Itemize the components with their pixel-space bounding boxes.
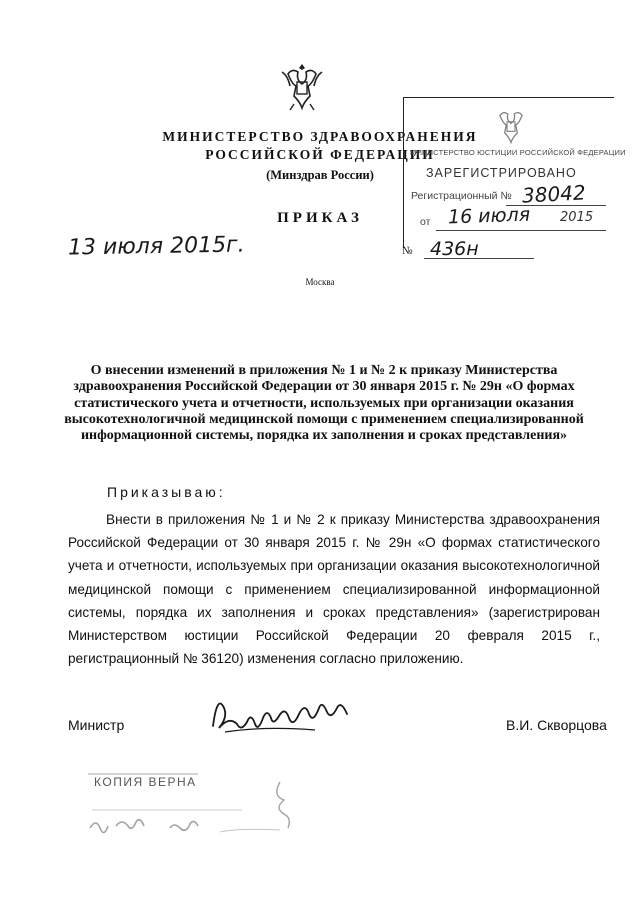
stamp-department: МИНИСТЕРСТВО ЮСТИЦИИ РОССИЙСКОЙ ФЕДЕРАЦИИ	[410, 148, 626, 157]
copy-stamp-label: КОПИЯ ВЕРНА	[94, 775, 197, 789]
stamp-reg-number: 38042	[521, 180, 587, 208]
order-body-paragraph: Внести в приложения № 1 и № 2 к приказу Министерства здравоохранения Российской Федерации от 30 января 2015 г. № 29н «О формах статистического учета и отчетности, используемых при организации оказания высокотехнологичной медицинской помощи с применением специализированной информационной системы, порядка их заполнения и сроках представления» (зарегистрирован Министерством юстиции Российской Федерации 20 февраля 2015 г., регистрационный № 36120) изменения согласно приложению.	[68, 512, 600, 667]
handwritten-signature	[205, 686, 385, 746]
city: Москва	[305, 277, 335, 287]
signatory-name: В.И. Скворцова	[506, 717, 607, 733]
stamp-reg-label: Регистрационный №	[411, 190, 512, 202]
ministry-short-name: (Минздрав России)	[266, 168, 374, 182]
ministry-name-line2: РОССИЙСКОЙ ФЕДЕРАЦИИ	[205, 147, 435, 162]
order-number-label: №	[402, 245, 413, 257]
order-date: 13 июля 2015г.	[67, 232, 245, 261]
stamp-reg-year: 2015	[560, 210, 594, 225]
stamp-status: ЗАРЕГИСТРИРОВАНО	[426, 166, 577, 180]
stamp-date-underline	[436, 230, 606, 231]
ministry-name-line1: МИНИСТЕРСТВО ЗДРАВООХРАНЕНИЯ	[162, 129, 478, 144]
order-directive: Приказываю:	[107, 484, 226, 500]
document-type: ПРИКАЗ	[277, 210, 363, 226]
order-title: О внесении изменений в приложения № 1 и № 2 к приказу Министерства здравоохранения Российской Федерации от 30 января 2015 г. № 29н «О формах статистического учета и отчетности, используемых при организации оказания высокотехнологичной медицинской помощи с применением специализированной информационной системы, порядка их заполнения и сроках представления»	[64, 363, 584, 444]
order-number: 436н	[430, 238, 479, 260]
stamp-from-label: от	[420, 216, 431, 228]
signatory-title: Министр	[68, 717, 125, 733]
coat-of-arms-emblem	[278, 60, 326, 112]
stamp-reg-date: 16 июля	[447, 203, 531, 229]
stamp-emblem	[492, 104, 530, 146]
